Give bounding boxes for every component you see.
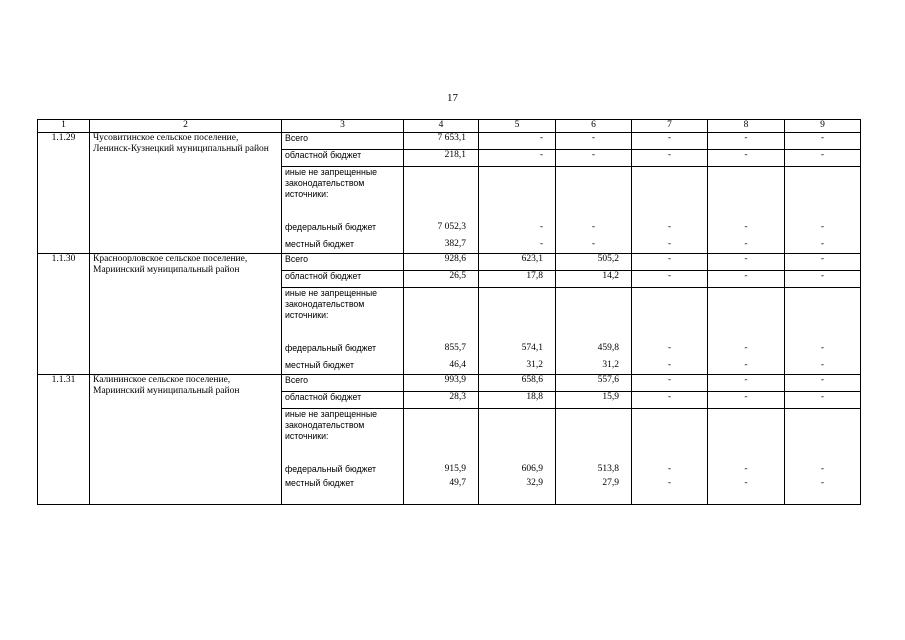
- amount-cell: [632, 409, 708, 462]
- amount-cell: -: [556, 133, 632, 150]
- amount-cell: -: [632, 392, 708, 409]
- funding-source-label: Всего: [282, 133, 404, 150]
- amount-cell: 26,5: [404, 271, 479, 288]
- amount-cell: 7 052,3: [404, 219, 479, 236]
- amount-cell: [785, 167, 861, 220]
- amount-cell: -: [785, 150, 861, 167]
- amount-cell: [479, 288, 556, 341]
- funding-source-label: Всего: [282, 375, 404, 392]
- column-header: 2: [90, 120, 282, 133]
- amount-cell: -: [785, 478, 861, 505]
- funding-source-label: федеральный бюджет: [282, 340, 404, 357]
- funding-source-label: областной бюджет: [282, 392, 404, 409]
- settlement-name: Калининское сельское поселение, Мариинский муниципальный район: [90, 375, 282, 505]
- funding-source-label: Всего: [282, 254, 404, 271]
- amount-cell: -: [479, 236, 556, 254]
- amount-cell: 505,2: [556, 254, 632, 271]
- amount-cell: -: [708, 392, 785, 409]
- amount-cell: -: [632, 271, 708, 288]
- amount-cell: -: [556, 219, 632, 236]
- amount-cell: [404, 288, 479, 341]
- amount-cell: [479, 167, 556, 220]
- amount-cell: 855,7: [404, 340, 479, 357]
- amount-cell: -: [708, 133, 785, 150]
- column-header: 3: [282, 120, 404, 133]
- amount-cell: 15,9: [556, 392, 632, 409]
- amount-cell: -: [632, 219, 708, 236]
- amount-cell: 31,2: [556, 357, 632, 375]
- amount-cell: -: [632, 254, 708, 271]
- amount-cell: -: [708, 271, 785, 288]
- amount-cell: -: [785, 357, 861, 375]
- amount-cell: -: [708, 219, 785, 236]
- amount-cell: -: [556, 236, 632, 254]
- amount-cell: 218,1: [404, 150, 479, 167]
- amount-cell: -: [785, 236, 861, 254]
- amount-cell: 606,9: [479, 461, 556, 478]
- amount-cell: -: [632, 461, 708, 478]
- amount-cell: 623,1: [479, 254, 556, 271]
- amount-cell: -: [708, 461, 785, 478]
- header-row: [38, 120, 861, 133]
- column-header: 5: [479, 120, 556, 133]
- funding-source-label: иные не запрещенные законодательством источники:: [282, 409, 404, 462]
- amount-cell: [708, 409, 785, 462]
- funding-source-label: местный бюджет: [282, 236, 404, 254]
- amount-cell: -: [479, 150, 556, 167]
- amount-cell: [632, 288, 708, 341]
- amount-cell: -: [632, 133, 708, 150]
- amount-cell: 915,9: [404, 461, 479, 478]
- section-code: 1.1.31: [38, 375, 90, 505]
- settlement-name: Чусовитинское сельское поселение, Ленинск-Кузнецкий муниципальный район: [90, 133, 282, 254]
- amount-cell: 7 653,1: [404, 133, 479, 150]
- amount-cell: [785, 409, 861, 462]
- section-code: 1.1.29: [38, 133, 90, 254]
- funding-source-label: областной бюджет: [282, 271, 404, 288]
- funding-source-label: областной бюджет: [282, 150, 404, 167]
- amount-cell: [404, 167, 479, 220]
- column-header: 7: [632, 120, 708, 133]
- funding-source-label: местный бюджет: [282, 357, 404, 375]
- column-header: 1: [38, 120, 90, 133]
- funding-source-label: федеральный бюджет: [282, 219, 404, 236]
- amount-cell: -: [632, 478, 708, 505]
- amount-cell: -: [785, 340, 861, 357]
- page-number: 17: [447, 92, 458, 104]
- amount-cell: 14,2: [556, 271, 632, 288]
- funding-source-label: местный бюджет: [282, 478, 404, 505]
- amount-cell: -: [479, 133, 556, 150]
- table-row: [38, 254, 861, 271]
- amount-cell: -: [632, 236, 708, 254]
- amount-cell: 31,2: [479, 357, 556, 375]
- amount-cell: 32,9: [479, 478, 556, 505]
- amount-cell: -: [632, 150, 708, 167]
- amount-cell: 49,7: [404, 478, 479, 505]
- amount-cell: -: [785, 375, 861, 392]
- table-row: [38, 133, 861, 150]
- amount-cell: -: [785, 271, 861, 288]
- amount-cell: 28,3: [404, 392, 479, 409]
- amount-cell: 18,8: [479, 392, 556, 409]
- amount-cell: -: [708, 357, 785, 375]
- amount-cell: -: [556, 150, 632, 167]
- amount-cell: -: [708, 254, 785, 271]
- amount-cell: -: [785, 219, 861, 236]
- amount-cell: -: [785, 254, 861, 271]
- amount-cell: -: [708, 236, 785, 254]
- amount-cell: 17,8: [479, 271, 556, 288]
- amount-cell: 557,6: [556, 375, 632, 392]
- amount-cell: 993,9: [404, 375, 479, 392]
- column-header: 9: [785, 120, 861, 133]
- column-header: 4: [404, 120, 479, 133]
- amount-cell: -: [708, 150, 785, 167]
- amount-cell: 928,6: [404, 254, 479, 271]
- amount-cell: 459,8: [556, 340, 632, 357]
- table-row: [38, 375, 861, 392]
- funding-source-label: иные не запрещенные законодательством источники:: [282, 167, 404, 220]
- amount-cell: -: [785, 461, 861, 478]
- amount-cell: -: [632, 375, 708, 392]
- amount-cell: [556, 167, 632, 220]
- amount-cell: -: [785, 392, 861, 409]
- column-header: 8: [708, 120, 785, 133]
- section-code: 1.1.30: [38, 254, 90, 375]
- amount-cell: 46,4: [404, 357, 479, 375]
- amount-cell: 27,9: [556, 478, 632, 505]
- amount-cell: 513,8: [556, 461, 632, 478]
- budget-table: [37, 119, 861, 505]
- amount-cell: -: [632, 340, 708, 357]
- amount-cell: 574,1: [479, 340, 556, 357]
- amount-cell: [785, 288, 861, 341]
- funding-source-label: иные не запрещенные законодательством источники:: [282, 288, 404, 341]
- funding-source-label: федеральный бюджет: [282, 461, 404, 478]
- amount-cell: -: [708, 340, 785, 357]
- amount-cell: [556, 288, 632, 341]
- amount-cell: [556, 409, 632, 462]
- amount-cell: 658,6: [479, 375, 556, 392]
- amount-cell: -: [708, 375, 785, 392]
- column-header: 6: [556, 120, 632, 133]
- amount-cell: -: [479, 219, 556, 236]
- amount-cell: -: [708, 478, 785, 505]
- amount-cell: -: [785, 133, 861, 150]
- amount-cell: [632, 167, 708, 220]
- amount-cell: [404, 409, 479, 462]
- settlement-name: Красноорловское сельское поселение, Мариинский муниципальный район: [90, 254, 282, 375]
- amount-cell: 382,7: [404, 236, 479, 254]
- amount-cell: -: [632, 357, 708, 375]
- amount-cell: [708, 167, 785, 220]
- amount-cell: [708, 288, 785, 341]
- amount-cell: [479, 409, 556, 462]
